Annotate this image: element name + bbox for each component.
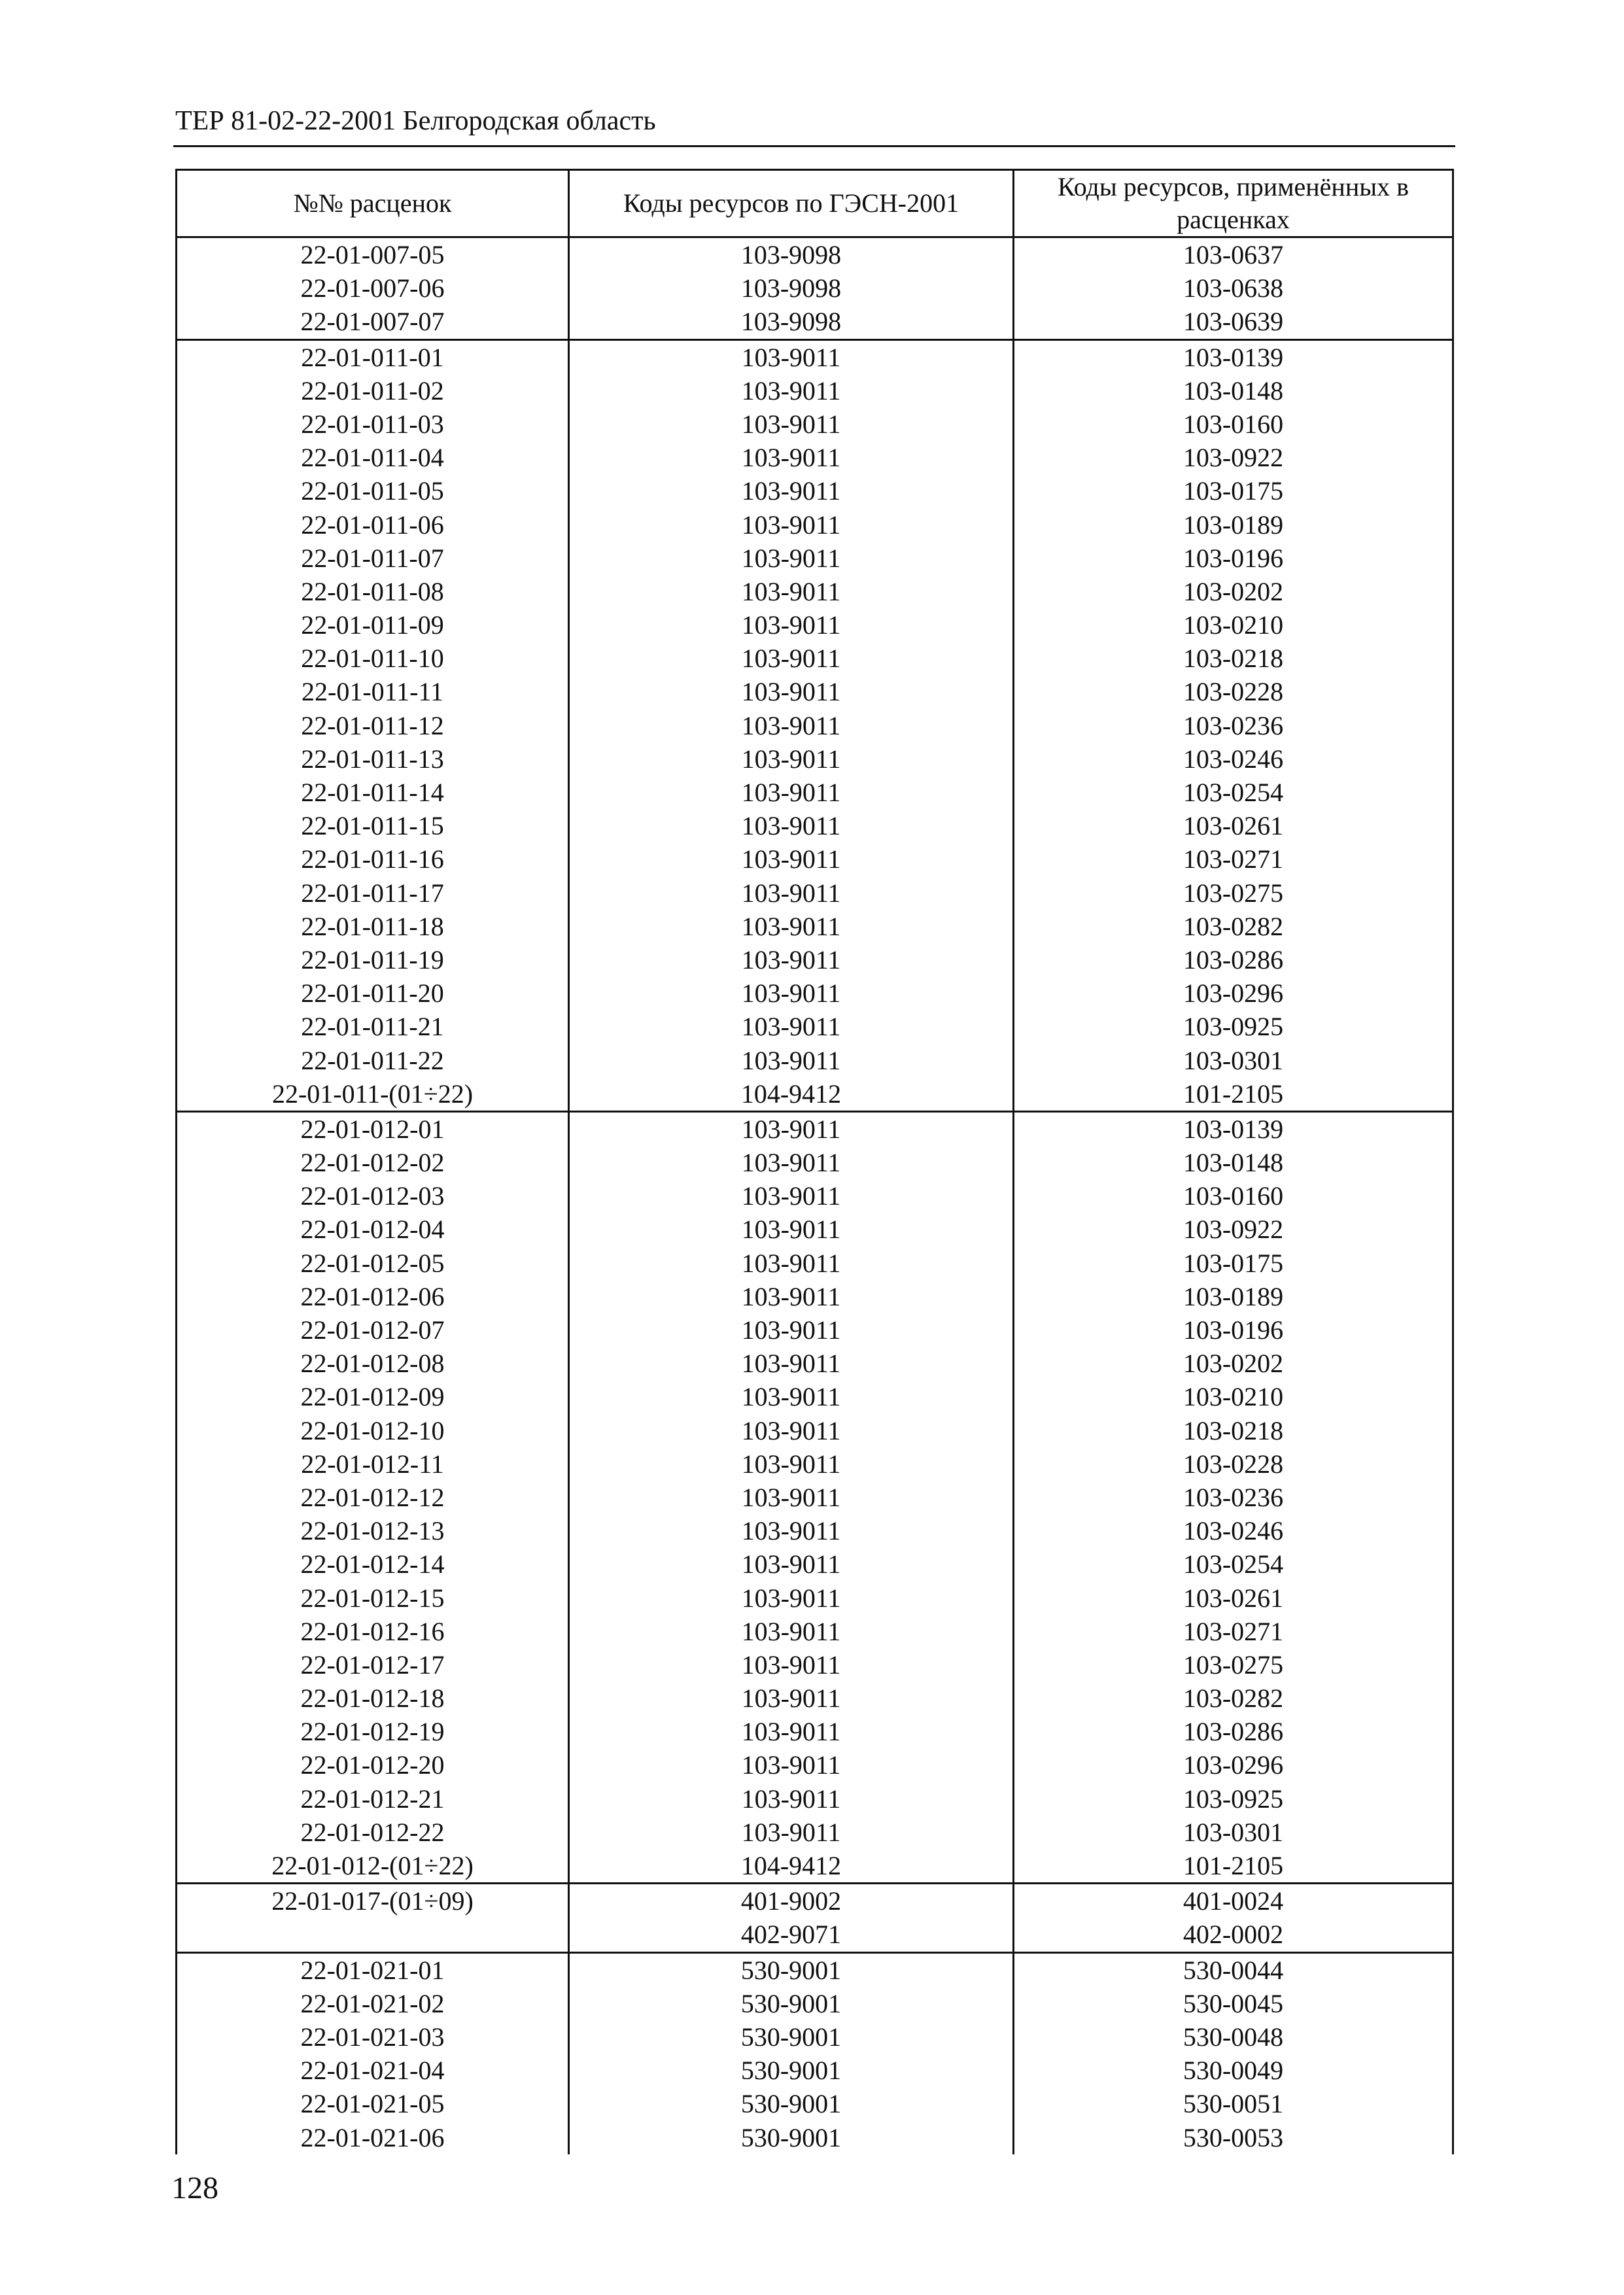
table-row (177, 910, 1453, 943)
cell-gesn-code: 402-9071 (569, 1918, 1014, 1952)
cell-applied-code: 103-0282 (1014, 1682, 1453, 1715)
cell-rate-number: 22-01-011-(01÷22) (177, 1077, 569, 1112)
cell-gesn-code: 103-9011 (569, 1280, 1014, 1313)
cell-applied-code: 103-0254 (1014, 776, 1453, 809)
table-row (177, 1884, 1453, 1918)
cell-rate-number: 22-01-012-19 (177, 1715, 569, 1748)
cell-applied-code: 101-2105 (1014, 1077, 1453, 1112)
table-row (177, 271, 1453, 305)
cell-applied-code: 103-0139 (1014, 1111, 1453, 1146)
cell-applied-code: 103-0275 (1014, 876, 1453, 910)
cell-rate-number: 22-01-012-15 (177, 1581, 569, 1615)
table-row (177, 1010, 1453, 1043)
cell-gesn-code: 104-9412 (569, 1849, 1014, 1884)
cell-rate-number: 22-01-011-06 (177, 508, 569, 542)
table-row (177, 374, 1453, 407)
cell-rate-number: 22-01-012-14 (177, 1547, 569, 1581)
table-row (177, 876, 1453, 910)
cell-rate-number: 22-01-021-01 (177, 1952, 569, 1987)
cell-gesn-code: 401-9002 (569, 1884, 1014, 1918)
cell-applied-code: 103-0296 (1014, 1748, 1453, 1782)
cell-rate-number: 22-01-011-20 (177, 976, 569, 1010)
cell-applied-code: 103-0189 (1014, 508, 1453, 542)
cell-applied-code: 103-0202 (1014, 1347, 1453, 1380)
cell-rate-number: 22-01-011-01 (177, 339, 569, 374)
cell-applied-code: 103-0637 (1014, 237, 1453, 272)
cell-gesn-code: 103-9011 (569, 339, 1014, 374)
table-row (177, 1547, 1453, 1581)
cell-applied-code: 103-0261 (1014, 809, 1453, 842)
cell-applied-code: 530-0049 (1014, 2054, 1453, 2087)
header-rule (173, 145, 1455, 147)
cell-rate-number: 22-01-012-01 (177, 1111, 569, 1146)
cell-gesn-code: 103-9098 (569, 271, 1014, 305)
cell-applied-code: 103-0286 (1014, 943, 1453, 976)
cell-gesn-code: 530-9001 (569, 2121, 1014, 2154)
table-row (177, 1347, 1453, 1380)
cell-rate-number: 22-01-012-04 (177, 1213, 569, 1246)
cell-rate-number: 22-01-012-18 (177, 1682, 569, 1715)
cell-gesn-code: 103-9011 (569, 608, 1014, 642)
table-row (177, 776, 1453, 809)
cell-applied-code: 103-0638 (1014, 271, 1453, 305)
cell-gesn-code: 103-9011 (569, 742, 1014, 776)
cell-rate-number: 22-01-011-04 (177, 441, 569, 474)
table-row (177, 1380, 1453, 1413)
cell-applied-code: 103-0922 (1014, 441, 1453, 474)
cell-gesn-code: 103-9011 (569, 1648, 1014, 1682)
cell-applied-code: 530-0044 (1014, 1952, 1453, 1987)
cell-applied-code: 101-2105 (1014, 1849, 1453, 1884)
table-row (177, 976, 1453, 1010)
table-row (177, 1481, 1453, 1514)
cell-gesn-code: 103-9011 (569, 1247, 1014, 1280)
cell-applied-code: 103-0925 (1014, 1782, 1453, 1816)
cell-rate-number: 22-01-012-07 (177, 1313, 569, 1347)
cell-gesn-code: 103-9011 (569, 1615, 1014, 1648)
table-row (177, 1313, 1453, 1347)
cell-applied-code: 103-0296 (1014, 976, 1453, 1010)
cell-rate-number: 22-01-012-06 (177, 1280, 569, 1313)
table-row (177, 1447, 1453, 1481)
cell-rate-number: 22-01-011-09 (177, 608, 569, 642)
table-row (177, 441, 1453, 474)
cell-gesn-code: 530-9001 (569, 2087, 1014, 2120)
cell-gesn-code: 103-9011 (569, 1748, 1014, 1782)
cell-gesn-code: 103-9011 (569, 1715, 1014, 1748)
cell-applied-code: 103-0139 (1014, 339, 1453, 374)
table-row (177, 2121, 1453, 2154)
cell-applied-code: 103-0925 (1014, 1010, 1453, 1043)
cell-gesn-code: 103-9098 (569, 237, 1014, 272)
cell-applied-code: 103-0160 (1014, 407, 1453, 441)
cell-applied-code: 103-0275 (1014, 1648, 1453, 1682)
cell-rate-number: 22-01-012-21 (177, 1782, 569, 1816)
table-row (177, 1952, 1453, 1987)
cell-gesn-code: 103-9011 (569, 1414, 1014, 1447)
table-row (177, 1748, 1453, 1782)
cell-rate-number: 22-01-021-04 (177, 2054, 569, 2087)
cell-rate-number: 22-01-012-09 (177, 1380, 569, 1413)
cell-applied-code: 103-0301 (1014, 1044, 1453, 1077)
cell-applied-code: 103-0286 (1014, 1715, 1453, 1748)
table-row (177, 1179, 1453, 1213)
cell-gesn-code: 103-9011 (569, 1146, 1014, 1179)
cell-gesn-code: 103-9011 (569, 976, 1014, 1010)
cell-applied-code: 103-0148 (1014, 1146, 1453, 1179)
table-row (177, 1816, 1453, 1849)
cell-applied-code: 103-0228 (1014, 1447, 1453, 1481)
cell-rate-number: 22-01-011-22 (177, 1044, 569, 1077)
cell-gesn-code: 103-9011 (569, 1010, 1014, 1043)
page-number: 128 (171, 2171, 218, 2205)
cell-applied-code: 103-0271 (1014, 842, 1453, 876)
table-row (177, 1414, 1453, 1447)
cell-rate-number: 22-01-012-10 (177, 1414, 569, 1447)
table-header-row (177, 170, 1453, 237)
table-row (177, 1280, 1453, 1313)
cell-gesn-code: 103-9011 (569, 508, 1014, 542)
cell-rate-number: 22-01-012-11 (177, 1447, 569, 1481)
cell-gesn-code: 530-9001 (569, 1952, 1014, 1987)
table-row (177, 1514, 1453, 1547)
table-row (177, 2020, 1453, 2054)
column-header-rate-numbers: №№ расценок (177, 170, 569, 237)
cell-applied-code: 103-0261 (1014, 1581, 1453, 1615)
cell-gesn-code: 103-9011 (569, 1044, 1014, 1077)
table-row (177, 1146, 1453, 1179)
cell-applied-code: 402-0002 (1014, 1918, 1453, 1952)
cell-applied-code: 103-0271 (1014, 1615, 1453, 1648)
cell-gesn-code: 103-9011 (569, 675, 1014, 708)
cell-applied-code: 103-0148 (1014, 374, 1453, 407)
cell-rate-number: 22-01-011-03 (177, 407, 569, 441)
cell-gesn-code: 103-9011 (569, 374, 1014, 407)
resource-codes-table (175, 169, 1454, 2154)
cell-rate-number: 22-01-011-12 (177, 709, 569, 742)
cell-rate-number: 22-01-007-05 (177, 237, 569, 272)
cell-gesn-code: 103-9011 (569, 1179, 1014, 1213)
table-row (177, 675, 1453, 708)
table-row (177, 1648, 1453, 1682)
cell-applied-code: 401-0024 (1014, 1884, 1453, 1918)
table-row (177, 943, 1453, 976)
cell-rate-number (177, 1918, 569, 1952)
cell-gesn-code: 103-9011 (569, 642, 1014, 675)
cell-rate-number: 22-01-012-17 (177, 1648, 569, 1682)
cell-rate-number: 22-01-012-(01÷22) (177, 1849, 569, 1884)
cell-gesn-code: 103-9011 (569, 1213, 1014, 1246)
cell-gesn-code: 103-9098 (569, 305, 1014, 339)
cell-rate-number: 22-01-011-14 (177, 776, 569, 809)
cell-gesn-code: 103-9011 (569, 1380, 1014, 1413)
cell-rate-number: 22-01-012-03 (177, 1179, 569, 1213)
cell-applied-code: 103-0922 (1014, 1213, 1453, 1246)
cell-gesn-code: 103-9011 (569, 1547, 1014, 1581)
table-row (177, 1849, 1453, 1884)
table-row (177, 1213, 1453, 1246)
cell-rate-number: 22-01-007-06 (177, 271, 569, 305)
cell-applied-code: 103-0254 (1014, 1547, 1453, 1581)
cell-gesn-code: 103-9011 (569, 575, 1014, 608)
cell-rate-number: 22-01-011-02 (177, 374, 569, 407)
cell-applied-code: 103-0246 (1014, 1514, 1453, 1547)
cell-gesn-code: 530-9001 (569, 2020, 1014, 2054)
cell-rate-number: 22-01-007-07 (177, 305, 569, 339)
cell-rate-number: 22-01-012-20 (177, 1748, 569, 1782)
cell-gesn-code: 530-9001 (569, 2054, 1014, 2087)
table-row (177, 1111, 1453, 1146)
cell-gesn-code: 103-9011 (569, 1481, 1014, 1514)
table-row (177, 809, 1453, 842)
table-row (177, 1077, 1453, 1112)
cell-gesn-code: 103-9011 (569, 776, 1014, 809)
table-row (177, 742, 1453, 776)
cell-rate-number: 22-01-011-18 (177, 910, 569, 943)
cell-rate-number: 22-01-011-08 (177, 575, 569, 608)
cell-rate-number: 22-01-011-11 (177, 675, 569, 708)
cell-gesn-code: 103-9011 (569, 441, 1014, 474)
cell-rate-number: 22-01-021-06 (177, 2121, 569, 2154)
cell-gesn-code: 103-9011 (569, 1514, 1014, 1547)
cell-applied-code: 530-0053 (1014, 2121, 1453, 2154)
table-row (177, 1918, 1453, 1952)
table-row (177, 2087, 1453, 2120)
cell-rate-number: 22-01-012-12 (177, 1481, 569, 1514)
cell-rate-number: 22-01-012-02 (177, 1146, 569, 1179)
table-body (177, 237, 1453, 2154)
cell-rate-number: 22-01-021-02 (177, 1987, 569, 2020)
table-row (177, 1987, 1453, 2020)
page-header: ТЕР 81-02-22-2001 Белгородская область (175, 106, 656, 136)
table-row (177, 1715, 1453, 1748)
table-row (177, 542, 1453, 575)
cell-gesn-code: 103-9011 (569, 1782, 1014, 1816)
cell-rate-number: 22-01-011-21 (177, 1010, 569, 1043)
cell-gesn-code: 103-9011 (569, 842, 1014, 876)
cell-applied-code: 530-0045 (1014, 1987, 1453, 2020)
cell-applied-code: 103-0202 (1014, 575, 1453, 608)
cell-applied-code: 103-0189 (1014, 1280, 1453, 1313)
cell-applied-code: 103-0301 (1014, 1816, 1453, 1849)
cell-applied-code: 103-0236 (1014, 709, 1453, 742)
column-header-applied-codes: Коды ресурсов, применённых в расценках (1014, 170, 1453, 237)
cell-rate-number: 22-01-017-(01÷09) (177, 1884, 569, 1918)
table-row (177, 305, 1453, 339)
table-row (177, 709, 1453, 742)
table-row (177, 237, 1453, 272)
cell-applied-code: 103-0196 (1014, 1313, 1453, 1347)
cell-rate-number: 22-01-011-13 (177, 742, 569, 776)
table-row (177, 508, 1453, 542)
cell-gesn-code: 103-9011 (569, 474, 1014, 508)
cell-rate-number: 22-01-012-16 (177, 1615, 569, 1648)
cell-rate-number: 22-01-011-07 (177, 542, 569, 575)
cell-gesn-code: 103-9011 (569, 1313, 1014, 1347)
cell-gesn-code: 103-9011 (569, 943, 1014, 976)
cell-applied-code: 103-0228 (1014, 675, 1453, 708)
cell-applied-code: 103-0246 (1014, 742, 1453, 776)
cell-rate-number: 22-01-011-05 (177, 474, 569, 508)
cell-gesn-code: 103-9011 (569, 1111, 1014, 1146)
table-row (177, 474, 1453, 508)
table-row (177, 1782, 1453, 1816)
cell-applied-code: 103-0210 (1014, 1380, 1453, 1413)
cell-rate-number: 22-01-012-22 (177, 1816, 569, 1849)
column-header-gesn-codes: Коды ресурсов по ГЭСН-2001 (569, 170, 1014, 237)
cell-applied-code: 103-0160 (1014, 1179, 1453, 1213)
cell-rate-number: 22-01-012-05 (177, 1247, 569, 1280)
table-row (177, 1682, 1453, 1715)
cell-applied-code: 103-0196 (1014, 542, 1453, 575)
cell-rate-number: 22-01-011-16 (177, 842, 569, 876)
cell-applied-code: 103-0236 (1014, 1481, 1453, 1514)
table-row (177, 2054, 1453, 2087)
cell-applied-code: 530-0051 (1014, 2087, 1453, 2120)
cell-applied-code: 103-0210 (1014, 608, 1453, 642)
table-row (177, 339, 1453, 374)
cell-gesn-code: 530-9001 (569, 1987, 1014, 2020)
cell-applied-code: 103-0218 (1014, 642, 1453, 675)
table-row (177, 608, 1453, 642)
cell-rate-number: 22-01-021-03 (177, 2020, 569, 2054)
cell-gesn-code: 103-9011 (569, 876, 1014, 910)
cell-gesn-code: 103-9011 (569, 1816, 1014, 1849)
cell-gesn-code: 103-9011 (569, 1682, 1014, 1715)
cell-applied-code: 103-0175 (1014, 1247, 1453, 1280)
cell-rate-number: 22-01-021-05 (177, 2087, 569, 2120)
table-row (177, 575, 1453, 608)
cell-rate-number: 22-01-011-17 (177, 876, 569, 910)
cell-rate-number: 22-01-011-19 (177, 943, 569, 976)
cell-applied-code: 103-0282 (1014, 910, 1453, 943)
cell-gesn-code: 104-9412 (569, 1077, 1014, 1112)
cell-gesn-code: 103-9011 (569, 910, 1014, 943)
table-row (177, 407, 1453, 441)
cell-gesn-code: 103-9011 (569, 809, 1014, 842)
cell-rate-number: 22-01-012-13 (177, 1514, 569, 1547)
table-row (177, 1247, 1453, 1280)
cell-gesn-code: 103-9011 (569, 1581, 1014, 1615)
cell-applied-code: 530-0048 (1014, 2020, 1453, 2054)
cell-applied-code: 103-0218 (1014, 1414, 1453, 1447)
cell-gesn-code: 103-9011 (569, 542, 1014, 575)
table-row (177, 1581, 1453, 1615)
cell-rate-number: 22-01-011-10 (177, 642, 569, 675)
cell-rate-number: 22-01-012-08 (177, 1347, 569, 1380)
cell-gesn-code: 103-9011 (569, 407, 1014, 441)
cell-applied-code: 103-0175 (1014, 474, 1453, 508)
table-row (177, 1615, 1453, 1648)
cell-rate-number: 22-01-011-15 (177, 809, 569, 842)
table-row (177, 1044, 1453, 1077)
cell-applied-code: 103-0639 (1014, 305, 1453, 339)
cell-gesn-code: 103-9011 (569, 709, 1014, 742)
cell-gesn-code: 103-9011 (569, 1447, 1014, 1481)
cell-gesn-code: 103-9011 (569, 1347, 1014, 1380)
table-row (177, 642, 1453, 675)
table-row (177, 842, 1453, 876)
